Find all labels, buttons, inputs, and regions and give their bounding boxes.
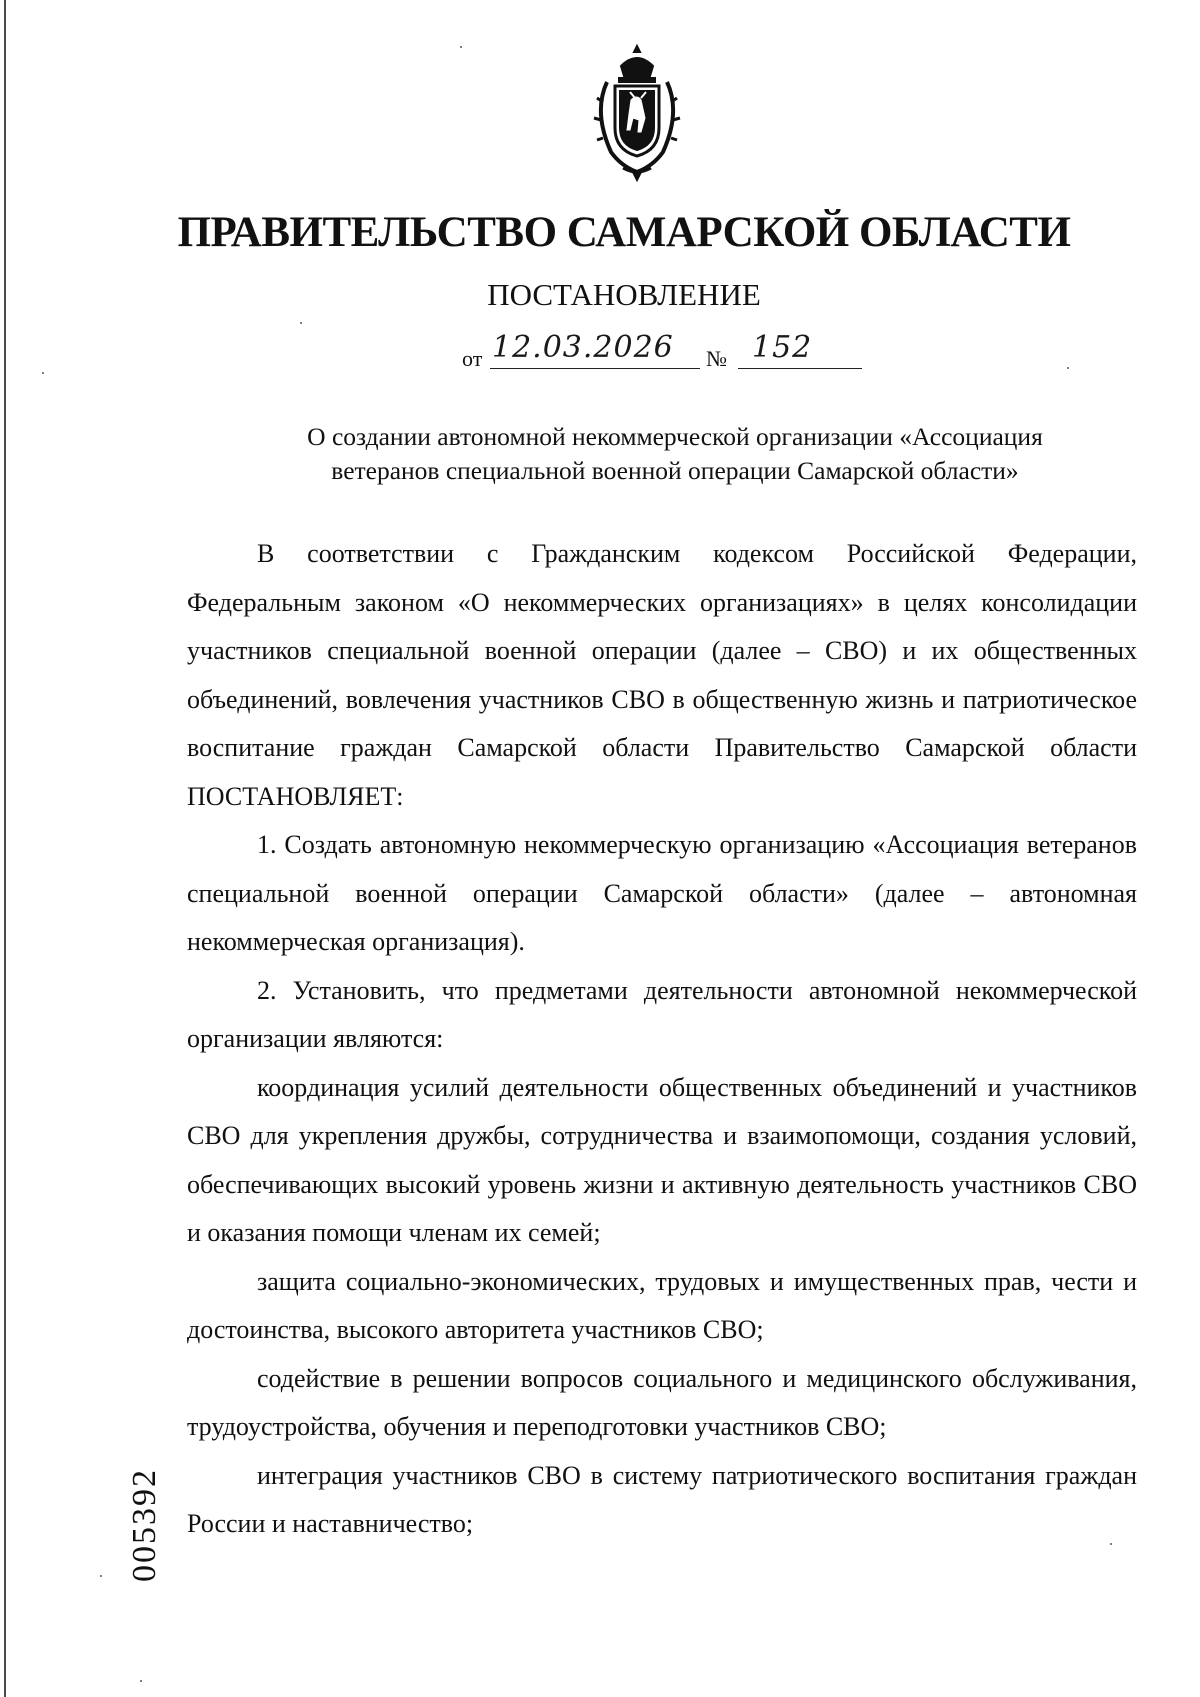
- paragraph-subject-assistance: содействие в решении вопросов социального и медицинского обслуживания, трудоустройства, обучения и переподготовки участников СВО;: [187, 1363, 1137, 1441]
- handwritten-date: 12.03.2026: [492, 330, 674, 365]
- scan-speck: [300, 322, 302, 324]
- paragraph-subject-coordination: координация усилий деятельности общественных объединений и участников СВО для укрепления дружбы, сотрудничества и взаимопомощи, создания условий, обеспечивающих высокий уровень жизни и активную деятельность участников СВО и оказания помощи членам их семей;: [187, 1072, 1137, 1247]
- paragraph-subject-integration: интеграция участников СВО в систему патриотического воспитания граждан России и наставничество;: [187, 1460, 1137, 1538]
- number-prefix: №: [706, 346, 727, 371]
- serial-number: 005392: [126, 1468, 163, 1582]
- number-underline: [738, 368, 862, 369]
- handwritten-number: 152: [752, 330, 813, 365]
- paragraph-item-2: 2. Установить, что предметами деятельности автономной некоммерческой организации являются:: [187, 975, 1137, 1053]
- document-body: [187, 530, 1137, 1549]
- scan-edge-line: [4, 0, 6, 1697]
- scan-speck: [140, 1680, 142, 1682]
- paragraph-item-1: 1. Создать автономную некоммерческую организацию «Ассоциация ветеранов специальной военной операции Самарской области» (далее – автономная некоммерческая организация).: [187, 830, 1137, 956]
- scan-speck: [1110, 1543, 1112, 1545]
- paragraph-preamble: В соответствии с Гражданским кодексом Российской Федерации, Федеральным законом «О некоммерческих организациях» в целях консолидации участников специальной военной операции (далее – СВО) и их общественных объединений, вовлечения участников СВО в общественную жизнь и патриотическое воспитание граждан Самарской области Правительство Самарской области ПОСТАНОВЛЯЕТ:: [187, 539, 1137, 811]
- organization-title: ПРАВИТЕЛЬСТВО САМАРСКОЙ ОБЛАСТИ: [177, 209, 1071, 256]
- samara-coat-of-arms-icon: [585, 42, 690, 184]
- scan-speck: [460, 46, 462, 48]
- date-prefix: от: [462, 346, 483, 371]
- scan-speck: [1067, 367, 1069, 369]
- subject-line-2: ветеранов специальной военной операции Самарской области»: [331, 456, 1019, 485]
- subject-line-1: О создании автономной некоммерческой организации «Ассоциация: [307, 422, 1043, 451]
- paragraph-subject-protection: защита социально-экономических, трудовых и имущественных прав, чести и достоинства, высокого авторитета участников СВО;: [187, 1266, 1137, 1344]
- document-subject: [150, 420, 1200, 488]
- scan-speck: [42, 372, 44, 374]
- date-number-line: [462, 330, 862, 374]
- date-underline: [490, 368, 700, 369]
- scan-speck: [100, 1575, 102, 1577]
- document-type: ПОСТАНОВЛЕНИЕ: [487, 277, 761, 312]
